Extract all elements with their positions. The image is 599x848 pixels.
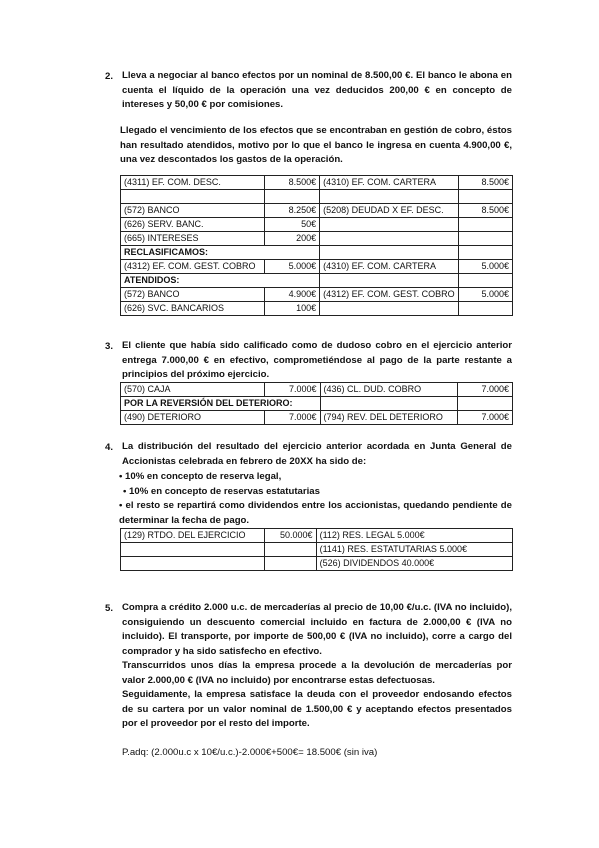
section-3-statement: El cliente que había sido calificado como de dudoso cobro en el ejercicio anterior entrega 7.000,00 € en efectivo, comprometiéndose al pago de la parte restante a principios del próximo ejercicio. (122, 340, 512, 381)
debit-amount: 7.000€ (264, 383, 320, 397)
debit-amount (264, 190, 319, 204)
credit-account: (4310) EF. COM. CARTERA (320, 176, 459, 190)
journal-row (121, 260, 513, 274)
debit-amount: 8.250€ (264, 204, 319, 218)
journal-row (121, 543, 513, 557)
debit-account: (490) DETERIORO (121, 411, 265, 425)
credit-account (320, 190, 459, 204)
acquisition-price-calculation: P.adq: (2.000u.c x 10€/u.c.)-2.000€+500€= 18.500€ (sin iva) (122, 747, 378, 758)
debit-account (121, 543, 265, 557)
section-2-followup: Llegado el vencimiento de los efectos que se encontraban en gestión de cobro, éstos han resultado atendidos, motivo por lo que el banco le ingresa en cuenta 4.900,00 €, una vez descontados los gastos de la operación. (120, 125, 512, 166)
credit-entry: (526) DIVIDENDOS 40.000€ (316, 557, 512, 571)
section-4-number: 4. (105, 442, 114, 453)
credit-amount: 8.500€ (458, 204, 512, 218)
debit-amount: 7.000€ (264, 411, 320, 425)
bullet-dividendos: • el resto se repartirá como dividendos entre los accionistas, quedando pendiente de determinar la fecha de pago. (119, 500, 512, 526)
journal-row (121, 204, 513, 218)
credit-account (320, 302, 459, 316)
journal-row (121, 302, 513, 316)
debit-account: (665) INTERESES (121, 232, 265, 246)
debit-account (121, 190, 265, 204)
section-2-number: 2. (105, 71, 114, 82)
credit-account (320, 232, 459, 246)
credit-amount: 5.000€ (458, 260, 512, 274)
credit-entry: (112) RES. LEGAL 5.000€ (316, 529, 512, 543)
debit-account: (4312) EF. COM. GEST. COBRO (121, 260, 265, 274)
journal-subheading: POR LA REVERSIÓN DEL DETERIORO: (121, 397, 321, 411)
journal-table-section-3 (120, 382, 513, 425)
debit-account: (572) BANCO (121, 288, 265, 302)
credit-amount (458, 302, 512, 316)
credit-amount: 8.500€ (458, 176, 512, 190)
credit-amount: 7.000€ (458, 383, 513, 397)
section-5-number: 5. (105, 603, 114, 614)
journal-cell (320, 274, 459, 288)
debit-account: (129) RTDO. DEL EJERCICIO (121, 529, 265, 543)
credit-account: (5208) DEUDAD X EF. DESC. (320, 204, 459, 218)
debit-amount: 4.900€ (264, 288, 319, 302)
journal-table-section-4 (120, 528, 513, 571)
journal-cell (458, 246, 512, 260)
debit-account: (4311) EF. COM. DESC. (121, 176, 265, 190)
journal-row (121, 218, 513, 232)
credit-account: (4310) EF. COM. CARTERA (320, 260, 459, 274)
journal-row (121, 529, 513, 543)
credit-amount (458, 218, 512, 232)
debit-account: (572) BANCO (121, 204, 265, 218)
journal-subheading: RECLASIFICAMOS: (121, 246, 320, 260)
bullet-reservas-estatutarias: • 10% en concepto de reservas estatutarias (123, 486, 320, 497)
credit-amount: 7.000€ (458, 411, 513, 425)
section-2-statement: Lleva a negociar al banco efectos por un nominal de 8.500,00 €. El banco le abona en cuenta el líquido de la operación una vez deducidos 200,00 € en concepto de intereses y 50,00 € por comisiones. (122, 70, 512, 111)
debit-amount (264, 557, 316, 571)
bullet-reserva-legal: • 10% en concepto de reserva legal, (119, 471, 282, 482)
journal-table-section-2 (120, 175, 513, 316)
credit-account: (794) REV. DEL DETERIORO (320, 411, 458, 425)
journal-row (121, 246, 513, 260)
journal-row (121, 232, 513, 246)
journal-cell (320, 397, 458, 411)
journal-row (121, 176, 513, 190)
debit-account: (626) SERV. BANC. (121, 218, 265, 232)
debit-account: (570) CAJA (121, 383, 265, 397)
journal-row (121, 557, 513, 571)
journal-row (121, 383, 513, 397)
debit-amount: 8.500€ (264, 176, 319, 190)
section-5-payment: Seguidamente, la empresa satisface la deuda con el proveedor endosando efectos de su cartera por un valor nominal de 1.500,00 € y aceptando efectos presentados por el proveedor por el resto del importe. (122, 689, 512, 730)
journal-row (121, 411, 513, 425)
credit-entry: (1141) RES. ESTATUTARIAS 5.000€ (316, 543, 512, 557)
section-3-number: 3. (105, 341, 114, 352)
journal-row (121, 397, 513, 411)
debit-amount: 5.000€ (264, 260, 319, 274)
journal-row (121, 274, 513, 288)
credit-account: (4312) EF. COM. GEST. COBRO (320, 288, 459, 302)
journal-row (121, 190, 513, 204)
credit-amount: 5.000€ (458, 288, 512, 302)
debit-amount: 200€ (264, 232, 319, 246)
section-4-statement: La distribución del resultado del ejercicio anterior acordada en Junta General de Accionistas celebrada en febrero de 20XX ha sido de: (122, 441, 512, 467)
section-5-return: Transcurridos unos días la empresa procede a la devolución de mercaderías por valor 2.000,00 € (IVA no incluido) por encontrarse estas defectuosas. (122, 660, 512, 686)
debit-account: (626) SVC. BANCARIOS (121, 302, 265, 316)
debit-account (121, 557, 265, 571)
debit-amount (264, 543, 316, 557)
debit-amount: 50€ (264, 218, 319, 232)
journal-subheading: ATENDIDOS: (121, 274, 320, 288)
credit-amount (458, 190, 512, 204)
debit-amount: 100€ (264, 302, 319, 316)
credit-account (320, 218, 459, 232)
section-5-statement: Compra a crédito 2.000 u.c. de mercaderías al precio de 10,00 €/u.c. (IVA no incluido), consiguiendo un descuento comercial incluido en factura de 2.000,00 € (IVA no incluido). El transporte, por importe de 500,00 € (IVA no incluido), corre a cargo del comprador y ha sido satisfecho en efectivo. (122, 602, 512, 657)
journal-row (121, 288, 513, 302)
journal-cell (458, 274, 512, 288)
debit-amount: 50.000€ (264, 529, 316, 543)
journal-cell (458, 397, 513, 411)
credit-account: (436) CL. DUD. COBRO (320, 383, 458, 397)
credit-amount (458, 232, 512, 246)
journal-cell (320, 246, 459, 260)
